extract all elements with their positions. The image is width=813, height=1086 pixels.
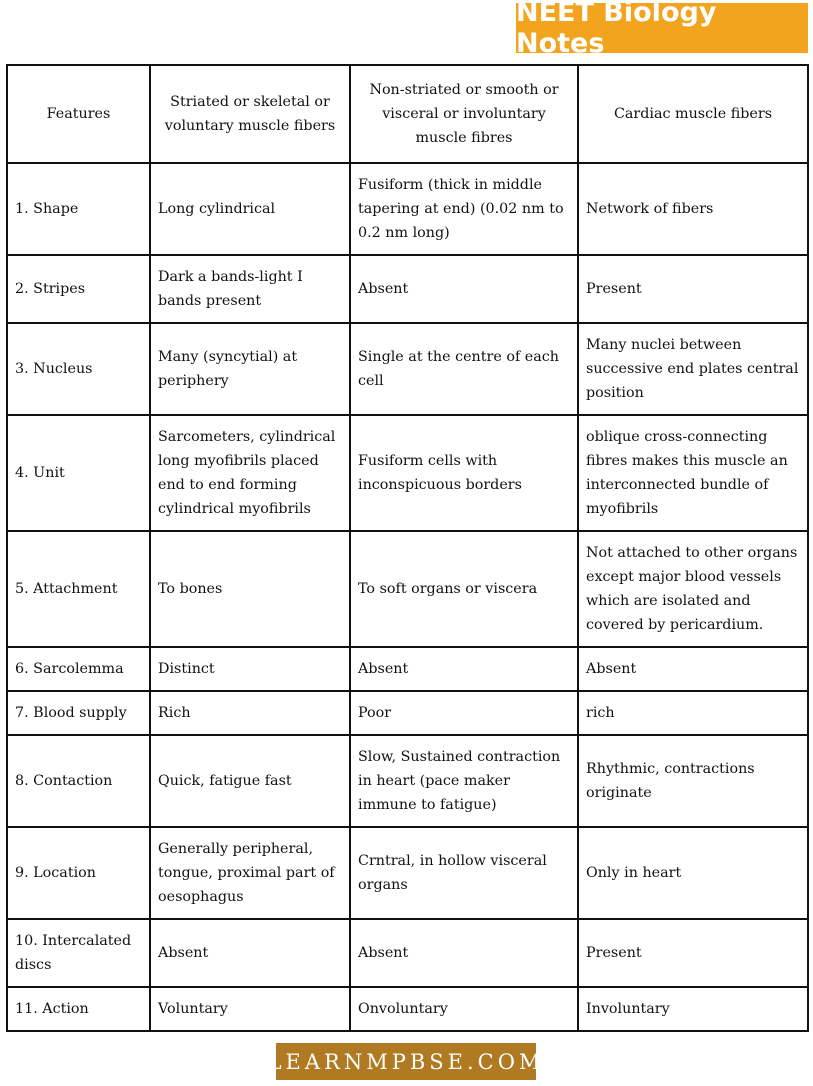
row-cardiac: Rhythmic, contractions originate bbox=[578, 735, 808, 827]
row-striated: Sarcometers, cylindrical long myofibrils placed end to end forming cylindrical myofibrils bbox=[150, 415, 350, 531]
row-cardiac: rich bbox=[578, 691, 808, 735]
row-smooth: Fusiform cells with inconspicuous borders bbox=[350, 415, 578, 531]
row-smooth: Poor bbox=[350, 691, 578, 735]
row-cardiac: Present bbox=[578, 255, 808, 323]
table-row bbox=[7, 531, 808, 647]
row-feature: 1. Shape bbox=[7, 163, 150, 255]
row-striated: Many (syncytial) at periphery bbox=[150, 323, 350, 415]
header-cardiac: Cardiac muscle fibers bbox=[578, 65, 808, 163]
table-row bbox=[7, 919, 808, 987]
header-features: Features bbox=[7, 65, 150, 163]
row-smooth: Absent bbox=[350, 919, 578, 987]
row-cardiac: Involuntary bbox=[578, 987, 808, 1031]
row-cardiac: Absent bbox=[578, 647, 808, 691]
row-striated: Generally peripheral, tongue, proximal part of oesophagus bbox=[150, 827, 350, 919]
row-striated: Quick, fatigue fast bbox=[150, 735, 350, 827]
row-feature: 9. Location bbox=[7, 827, 150, 919]
table-row bbox=[7, 827, 808, 919]
row-feature: 7. Blood supply bbox=[7, 691, 150, 735]
header-smooth: Non-striated or smooth or visceral or involuntary muscle fibres bbox=[350, 65, 578, 163]
row-feature: 6. Sarcolemma bbox=[7, 647, 150, 691]
row-feature: 10. Intercalated discs bbox=[7, 919, 150, 987]
row-feature: 4. Unit bbox=[7, 415, 150, 531]
row-striated: Voluntary bbox=[150, 987, 350, 1031]
table-row bbox=[7, 255, 808, 323]
table-row bbox=[7, 163, 808, 255]
table-row bbox=[7, 323, 808, 415]
row-feature: 11. Action bbox=[7, 987, 150, 1031]
row-smooth: Onvoluntary bbox=[350, 987, 578, 1031]
row-striated: Rich bbox=[150, 691, 350, 735]
row-striated: Absent bbox=[150, 919, 350, 987]
row-cardiac: oblique cross-connecting fibres makes this muscle an interconnected bundle of myofibrils bbox=[578, 415, 808, 531]
muscle-comparison-table bbox=[6, 64, 809, 1032]
table-header-row bbox=[7, 65, 808, 163]
row-smooth: Fusiform (thick in middle tapering at end) (0.02 nm to 0.2 nm long) bbox=[350, 163, 578, 255]
row-striated: To bones bbox=[150, 531, 350, 647]
table-row bbox=[7, 987, 808, 1031]
table-row bbox=[7, 415, 808, 531]
row-smooth: Crntral, in hollow visceral organs bbox=[350, 827, 578, 919]
row-feature: 5. Attachment bbox=[7, 531, 150, 647]
row-smooth: Single at the centre of each cell bbox=[350, 323, 578, 415]
row-smooth: Slow, Sustained contraction in heart (pace maker immune to fatigue) bbox=[350, 735, 578, 827]
site-watermark-badge: LEARNMPBSE.COM bbox=[276, 1043, 536, 1080]
notes-title-badge: NEET Biology Notes bbox=[516, 3, 808, 53]
row-cardiac: Network of fibers bbox=[578, 163, 808, 255]
row-cardiac: Only in heart bbox=[578, 827, 808, 919]
row-feature: 2. Stripes bbox=[7, 255, 150, 323]
row-feature: 3. Nucleus bbox=[7, 323, 150, 415]
row-striated: Dark a bands-light I bands present bbox=[150, 255, 350, 323]
row-smooth: Absent bbox=[350, 255, 578, 323]
row-striated: Distinct bbox=[150, 647, 350, 691]
row-cardiac: Not attached to other organs except major blood vessels which are isolated and covered by pericardium. bbox=[578, 531, 808, 647]
table-row bbox=[7, 647, 808, 691]
row-smooth: Absent bbox=[350, 647, 578, 691]
row-cardiac: Many nuclei between successive end plates central position bbox=[578, 323, 808, 415]
table-row bbox=[7, 735, 808, 827]
header-striated: Striated or skeletal or voluntary muscle fibers bbox=[150, 65, 350, 163]
row-smooth: To soft organs or viscera bbox=[350, 531, 578, 647]
table-row bbox=[7, 691, 808, 735]
row-striated: Long cylindrical bbox=[150, 163, 350, 255]
row-feature: 8. Contaction bbox=[7, 735, 150, 827]
row-cardiac: Present bbox=[578, 919, 808, 987]
